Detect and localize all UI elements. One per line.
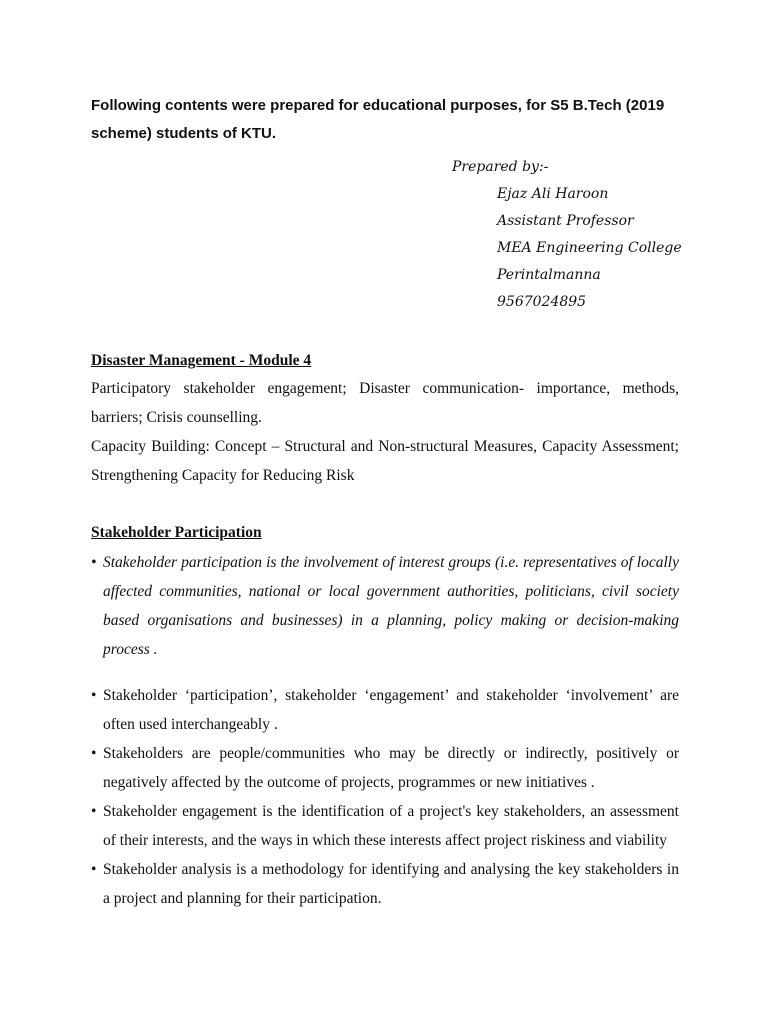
- syllabus-paragraph: Participatory stakeholder engagement; Disaster communication- importance, methods, barriers; Crisis counselling.: [91, 380, 679, 426]
- module-title: Disaster Management - Module 4: [91, 352, 312, 369]
- list-item: • Stakeholder analysis is a methodology for identifying and analysing the key stakeholders in a project and planning for their participation.: [91, 855, 679, 913]
- module-syllabus: [91, 374, 679, 490]
- list-item: • Stakeholder participation is the involvement of interest groups (i.e. representatives of locally affected communities, national or local government authorities, politicians, civil society based organisations and businesses) in a planning, policy making or decision-making process .: [91, 548, 679, 664]
- author-college: MEA Engineering College: [497, 240, 682, 256]
- section-title: Stakeholder Participation: [91, 524, 262, 541]
- author-designation: Assistant Professor: [497, 213, 634, 229]
- author-block: [452, 154, 752, 316]
- author-phone: 9567024895: [497, 294, 587, 310]
- author-name: Ejaz Ali Haroon: [497, 186, 609, 202]
- list-item: • Stakeholders are people/communities who may be directly or indirectly, positively or negatively affected by the outcome of projects, programmes or new initiatives .: [91, 739, 679, 797]
- intro-note: Following contents were prepared for educational purposes, for S5 B.Tech (2019 scheme) students of KTU.: [91, 97, 665, 142]
- syllabus-paragraph: Capacity Building: Concept – Structural and Non-structural Measures, Capacity Assessment; Strengthening Capacity for Reducing Risk: [91, 438, 679, 484]
- prepared-by-label: Prepared by:-: [452, 159, 549, 175]
- list-item: • Stakeholder engagement is the identification of a project's key stakeholders, an assessment of their interests, and the ways in which these interests affect project riskiness and viability: [91, 797, 679, 855]
- list-item: • Stakeholder ‘participation’, stakeholder ‘engagement’ and stakeholder ‘involvement’ are often used interchangeably .: [91, 681, 679, 739]
- bullet-list: [91, 548, 679, 913]
- author-place: Perintalmanna: [497, 267, 601, 283]
